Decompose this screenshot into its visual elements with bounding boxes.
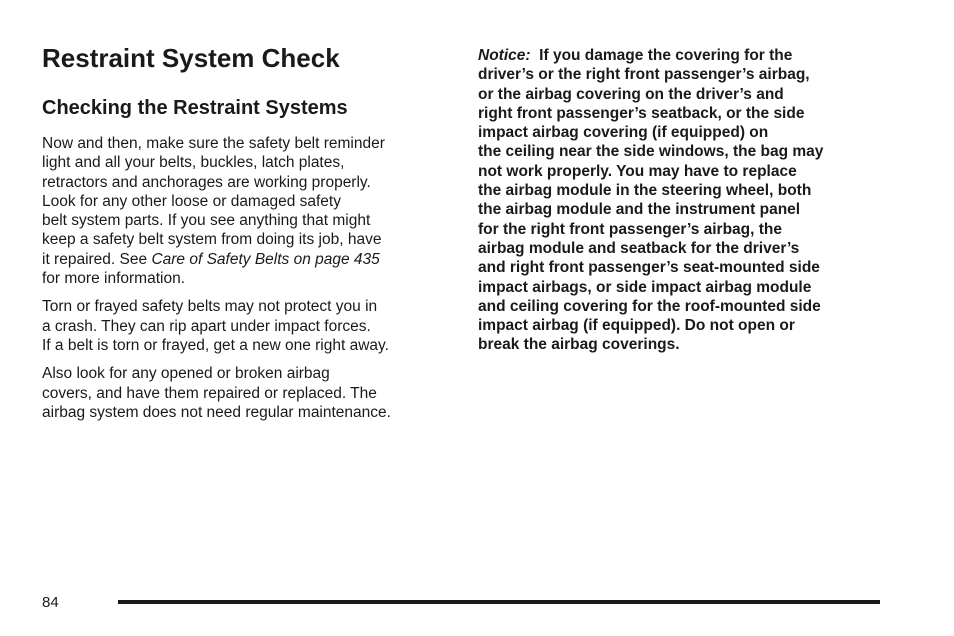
text-line <box>42 250 462 269</box>
text-line: not work properly. You may have to replace <box>478 162 797 180</box>
notice-label: Notice: <box>478 47 531 64</box>
text-line: driver’s or the right front passenger’s airbag, <box>478 66 810 84</box>
page-title: Restraint System Check <box>42 43 340 73</box>
paragraph-belt-inspection <box>42 134 462 288</box>
text-line: retractors and anchorages are working properly. <box>42 173 371 191</box>
text-line: the airbag module in the steering wheel, both <box>478 182 812 200</box>
text-line: impact airbag covering (if equipped) on <box>478 124 769 142</box>
text-line: airbag system does not need regular maintenance. <box>42 403 391 421</box>
text-line: Now and then, make sure the safety belt reminder <box>42 135 385 152</box>
text-fragment: it repaired. See <box>42 250 152 268</box>
text-line: covers, and have them repaired or replaced. The <box>42 384 377 402</box>
text-line: break the airbag coverings. <box>478 336 680 354</box>
text-line: and right front passenger’s seat-mounted side <box>478 259 820 277</box>
text-line: keep a safety belt system from doing its job, have <box>42 231 382 249</box>
text-line: Look for any other loose or damaged safety <box>42 192 341 210</box>
text-fragment: If you damage the covering for the <box>539 47 793 64</box>
left-column <box>42 134 462 431</box>
text-line: for the right front passenger’s airbag, the <box>478 220 783 238</box>
paragraph-torn-belts <box>42 297 462 355</box>
text-line: If a belt is torn or frayed, get a new one right away. <box>42 336 389 354</box>
text-line: impact airbag (if equipped). Do not open or <box>478 317 795 335</box>
paragraph-airbag-covers <box>42 364 462 422</box>
text-line: and ceiling covering for the roof-mounted side <box>478 297 821 315</box>
text-line: for more information. <box>42 270 185 288</box>
text-line: a crash. They can rip apart under impact forces. <box>42 317 371 335</box>
text-line: right front passenger’s seatback, or the side <box>478 104 805 122</box>
footer-rule <box>118 600 880 604</box>
cross-reference-link[interactable]: Care of Safety Belts on page 435 <box>151 250 380 268</box>
text-line: or the airbag covering on the driver’s and <box>478 85 784 103</box>
section-title: Checking the Restraint Systems <box>42 97 348 119</box>
text-line <box>478 46 898 65</box>
text-line: light and all your belts, buckles, latch plates, <box>42 154 345 172</box>
text-line: airbag module and seatback for the driver’s <box>478 239 800 257</box>
text-line: belt system parts. If you see anything that might <box>42 212 371 230</box>
notice-block <box>478 46 898 355</box>
text-line: the airbag module and the instrument panel <box>478 201 801 219</box>
text-line: Also look for any opened or broken airbag <box>42 365 330 383</box>
text-line: Torn or frayed safety belts may not protect you in <box>42 298 378 316</box>
page-number: 84 <box>42 594 59 611</box>
text-line: the ceiling near the side windows, the bag may <box>478 143 824 161</box>
text-line: impact airbags, or side impact airbag module <box>478 278 812 296</box>
